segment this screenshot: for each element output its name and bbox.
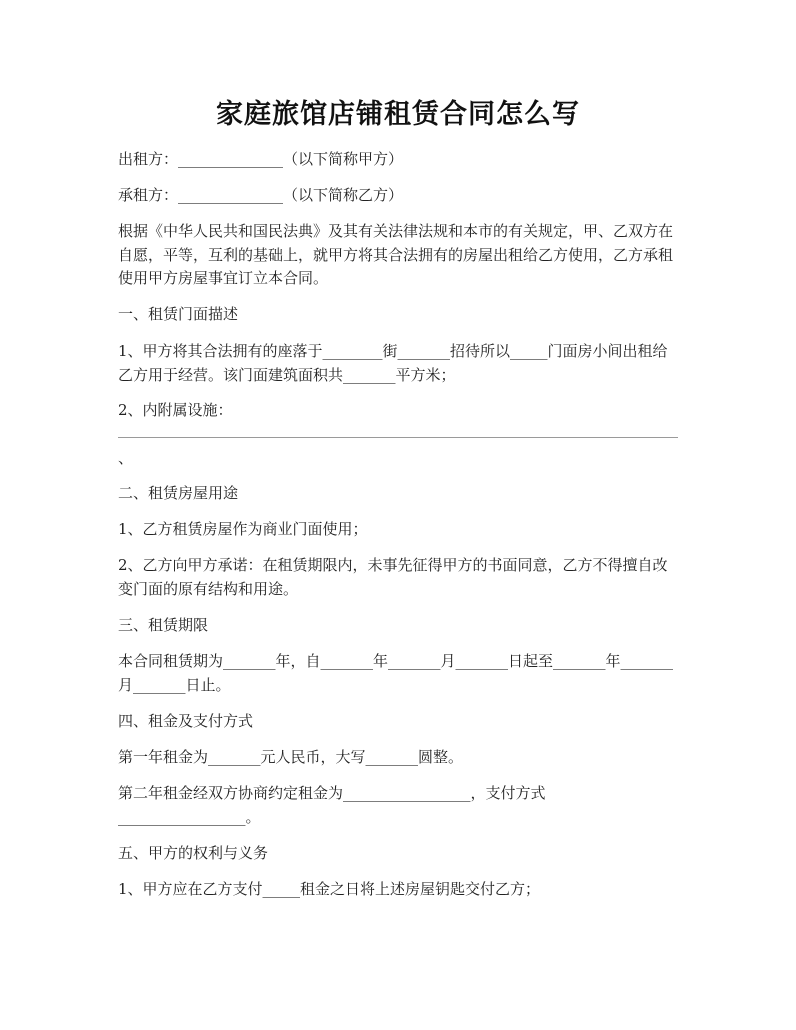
section-2-item-2: 2、乙方向甲方承诺：在租赁期限内，未事先征得甲方的书面同意，乙方不得擅自改变门面的原有结构和用途。	[118, 556, 668, 598]
section-2-heading: 二、租赁房屋用途	[118, 484, 239, 502]
preamble-paragraph: 根据《中华人民共和国民法典》及其有关法律法规和本市的有关规定，甲、乙双方在自愿，平等，互利的基础上，就甲方将其合法拥有的房屋出租给乙方使用，乙方承租使用甲方房屋事宜订立本合同。	[118, 222, 674, 287]
section-1-item-2-end: 、	[118, 449, 134, 467]
section-1-item-1: 1、甲方将其合法拥有的座落于________街_______招待所以_____门面房小间出租给乙方用于经营。该门面建筑面积共_______平方米；	[118, 342, 668, 384]
document-title: 家庭旅馆店铺租赁合同怎么写	[216, 99, 580, 130]
section-4-year-2-rent: 第二年租金经双方协商约定租金为_________________，支付方式_________________。	[118, 784, 546, 826]
lessor-line: 出租方：______________（以下简称甲方）	[118, 150, 404, 168]
section-2-item-1: 1、乙方租赁房屋作为商业门面使用；	[118, 520, 368, 538]
section-3-term: 本合同租赁期为_______年，自_______年_______月_______日起至_______年_______月_______日止。	[118, 652, 674, 694]
section-5-heading: 五、甲方的权利与义务	[118, 844, 269, 862]
section-4-heading: 四、租金及支付方式	[118, 712, 254, 730]
fill-in-line	[118, 437, 678, 438]
section-4-year-1-rent: 第一年租金为_______元人民币，大写_______圆整。	[118, 748, 464, 766]
section-5-item-1: 1、甲方应在乙方支付_____租金之日将上述房屋钥匙交付乙方；	[118, 880, 541, 898]
section-1-item-2: 2、内附属设施：	[118, 401, 233, 419]
section-3-heading: 三、租赁期限	[118, 616, 209, 634]
section-1-heading: 一、租赁门面描述	[118, 305, 239, 323]
lessee-line: 承租方：______________（以下简称乙方）	[118, 186, 404, 204]
